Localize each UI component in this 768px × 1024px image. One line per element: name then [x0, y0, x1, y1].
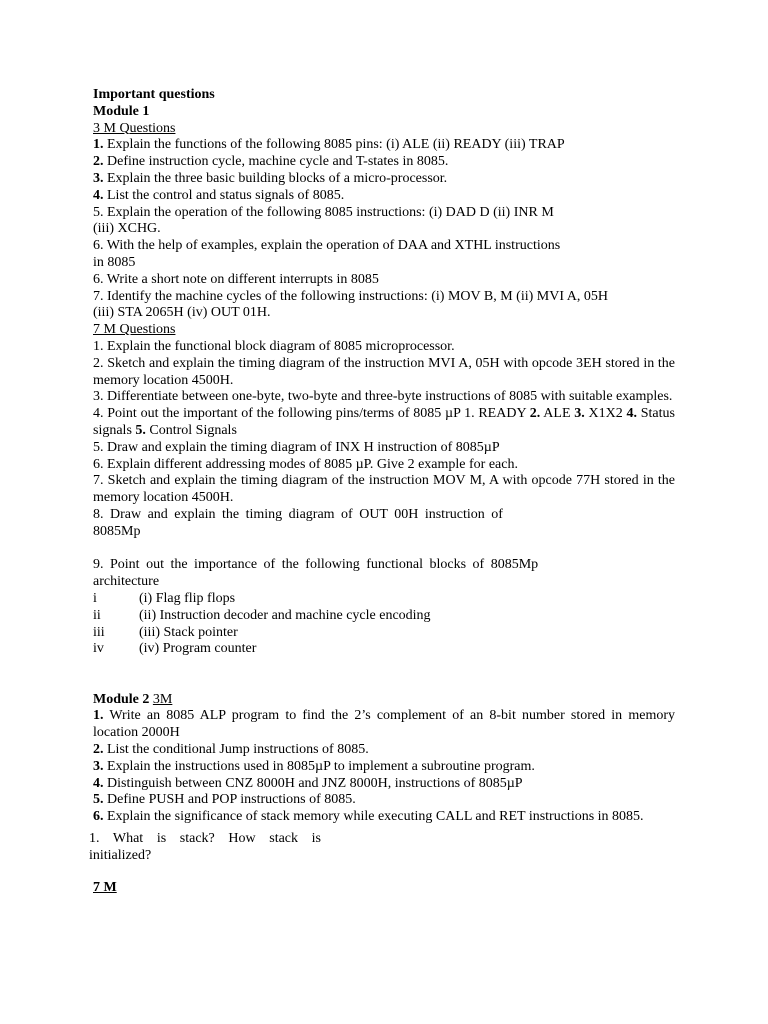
- module1-3m-q6-line1: 6. With the help of examples, explain the operation of DAA and XTHL instructions: [93, 238, 561, 254]
- question-text: Distinguish between CNZ 8000H and JNZ 8000H, instructions of 8085µP: [103, 775, 523, 791]
- q4-text-part: Control Signals: [145, 422, 237, 438]
- question-number: 2.: [93, 154, 104, 170]
- roman-numeral: ii: [93, 607, 101, 623]
- q9-item-text: (ii) Instruction decoder and machine cycle encoding: [139, 607, 431, 623]
- module1-3m-q4: [93, 188, 675, 205]
- module1-heading: Module 1: [93, 103, 150, 119]
- question-text: Write an 8085 ALP program to find the 2’s complement of an 8-bit number stored in memory location 2000H: [93, 708, 675, 741]
- module1-7m-q8-line1: 8. Draw and explain the timing diagram of OUT 00H instruction of: [93, 506, 503, 522]
- question-text: Explain the instructions used in 8085µP to implement a subroutine program.: [103, 758, 535, 774]
- question-number: 3.: [93, 758, 104, 774]
- module2-stack-question: [89, 830, 321, 864]
- stack-question-text: 1. What is stack? How stack is initialized?: [89, 831, 321, 864]
- module1-7m-q9-line2: architecture: [93, 574, 160, 590]
- question-number: 2.: [93, 742, 104, 758]
- question-text: Explain the functions of the following 8085 pins: (i) ALE (ii) READY (iii) TRAP: [103, 137, 565, 153]
- q4-number: 5.: [135, 422, 146, 438]
- module1-7m-q7: 7. Sketch and explain the timing diagram of the instruction MOV M, A with opcode 77H stored in the memory location 4500H.: [93, 473, 675, 506]
- module1-7m-subheading: 7 M Questions: [93, 322, 176, 338]
- module1-3m-q2: [93, 154, 675, 171]
- question-text: Define PUSH and POP instructions of 8085.: [103, 792, 356, 808]
- question-text: List the conditional Jump instructions of 8085.: [103, 742, 369, 758]
- module2-q2: [93, 742, 675, 759]
- module1-3m-q5-line2: (iii) XCHG.: [93, 221, 161, 237]
- module1-7m-q8-line2: 8085Mp: [93, 523, 141, 539]
- module1-7m-q5: 5. Draw and explain the timing diagram of INX H instruction of 8085µP: [93, 439, 500, 455]
- question-number: 6.: [93, 809, 104, 825]
- question-number: 5.: [93, 792, 104, 808]
- module1-3m-q7-line2: (iii) STA 2065H (iv) OUT 01H.: [93, 305, 271, 321]
- module1-7m-q2: 2. Sketch and explain the timing diagram of the instruction MVI A, 05H with opcode 3EH stored in the memory location 4500H.: [93, 355, 675, 388]
- q9-item-text: (i) Flag flip flops: [139, 590, 236, 606]
- module1-7m-q1: 1. Explain the functional block diagram of 8085 microprocessor.: [93, 338, 455, 354]
- question-text: Explain the three basic building blocks of a micro-processor.: [103, 170, 448, 186]
- module2-q4: [93, 776, 675, 793]
- q4-text-part: ALE: [540, 406, 575, 422]
- module1-7m-q3: 3. Differentiate between one-byte, two-byte and three-byte instructions of 8085 with suitable examples.: [93, 389, 673, 405]
- question-number: 4.: [93, 187, 104, 203]
- module2-7m-subheading: 7 M: [93, 880, 117, 896]
- question-text: List the control and status signals of 8085.: [103, 187, 345, 203]
- question-number: 4.: [93, 775, 104, 791]
- q9-item-text: (iii) Stack pointer: [139, 624, 238, 640]
- question-text: Explain the significance of stack memory while executing CALL and RET instructions in 8085.: [103, 809, 644, 825]
- q9-item-text: (iv) Program counter: [139, 641, 257, 657]
- question-number: 1.: [93, 708, 104, 724]
- module2-marks: 3M: [152, 691, 173, 707]
- roman-numeral: iii: [93, 624, 105, 640]
- q9-item: [93, 608, 675, 625]
- roman-numeral: iv: [93, 641, 104, 657]
- roman-numeral: i: [93, 590, 97, 606]
- document-title: Important questions: [93, 87, 215, 102]
- module1-3m-q6b: 6. Write a short note on different interrupts in 8085: [93, 271, 379, 287]
- question-text: Define instruction cycle, machine cycle and T-states in 8085.: [103, 154, 449, 170]
- module2-heading-row: [93, 692, 675, 709]
- module1-7m-q4: [93, 406, 675, 440]
- module1-3m-subheading: 3 M Questions: [93, 120, 176, 136]
- q4-number: 4.: [626, 406, 637, 422]
- q4-number: 2.: [529, 406, 541, 422]
- module2-q5: [93, 792, 675, 809]
- module1-7m-q9-line1: 9. Point out the importance of the following functional blocks of 8085Mp: [93, 557, 539, 573]
- question-number: 3.: [93, 170, 104, 186]
- q4-number: 3.: [574, 406, 585, 422]
- q9-item: [93, 625, 675, 642]
- spacer: [93, 658, 675, 692]
- module1-3m-q6-line2: in 8085: [93, 254, 136, 270]
- module2-q3: [93, 759, 675, 776]
- spacer: [93, 541, 675, 558]
- module2-q6: [93, 809, 675, 826]
- module1-3m-q1: [93, 137, 675, 154]
- module2-q1: [93, 708, 675, 742]
- question-number: 1.: [93, 137, 104, 153]
- document-page: [89, 87, 675, 897]
- q4-text-part: X1X2: [584, 406, 627, 422]
- q9-item: [93, 641, 675, 658]
- q4-text-part: Status signals: [93, 406, 675, 438]
- module1-3m-q5-line1: 5. Explain the operation of the following 8085 instructions: (i) DAD D (ii) INR M: [93, 204, 554, 220]
- q4-text-part: 4. Point out the important of the following pins/terms of 8085 µP 1. READY: [93, 406, 530, 422]
- module2-heading: Module 2: [93, 691, 150, 707]
- q9-item: [93, 591, 675, 608]
- module1-7m-q6: 6. Explain different addressing modes of 8085 µP. Give 2 example for each.: [93, 456, 518, 472]
- module1-3m-q3: [93, 171, 675, 188]
- module1-3m-q7-line1: 7. Identify the machine cycles of the following instructions: (i) MOV B, M (ii) MVI A, 05H: [93, 288, 608, 304]
